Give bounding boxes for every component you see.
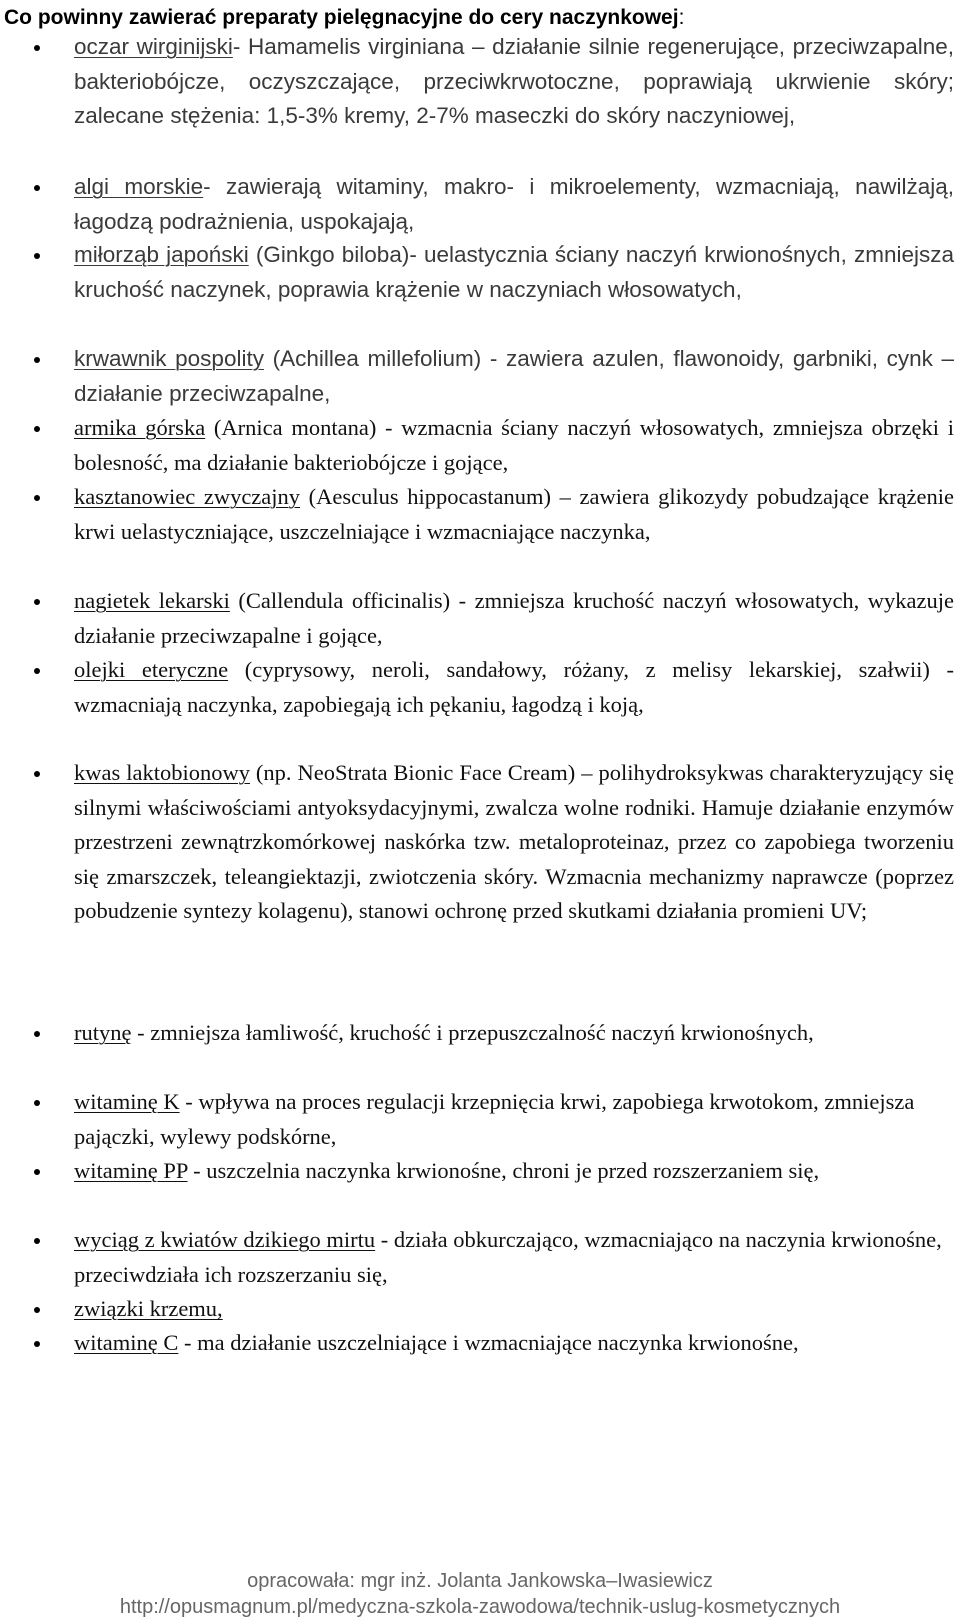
item-text: (cyprysowy, neroli, sandałowy, różany, z melisy lekarskiej, szałwii) - wzmacniają naczynka, zapobiegają ich pękaniu, łagodzą i koją,: [74, 657, 954, 717]
item-text: - ma działanie uszczelniające i wzmacniające naczynka krwionośne,: [178, 1330, 799, 1355]
item-text: - wpływa na proces regulacji krzepnięcia krwi, zapobiega krwotokom, zmniejsza pajączki, wylewy podskórne,: [74, 1089, 915, 1149]
item-term: witaminę C: [74, 1330, 179, 1355]
list-item-kwas-laktobionowy: [74, 756, 954, 929]
list-item-witamina-pp: [74, 1154, 954, 1189]
list-item-mirt: [74, 1223, 954, 1292]
bullet-icon: [34, 495, 40, 501]
bullet-icon: [34, 1031, 40, 1037]
item-term: nagietek lekarski: [74, 588, 230, 613]
bullet-icon: [34, 45, 40, 51]
item-term: algi morskie: [74, 174, 204, 199]
bullet-icon: [34, 771, 40, 777]
list-item-nagietek: [74, 584, 954, 653]
footer-author: opracowała: mgr inż. Jolanta Jankowska–Iwasiewicz: [247, 1570, 713, 1592]
item-term: związki krzemu,: [74, 1296, 223, 1321]
list-item-rutyna: [74, 1016, 954, 1051]
heading-colon: :: [678, 6, 685, 29]
item-text: (Callendula officinalis) - zmniejsza kruchość naczyń włosowatych, wykazuje działanie przeciwzapalne i gojące,: [74, 588, 954, 648]
list-item-krzem: [74, 1292, 954, 1327]
bullet-icon: [34, 357, 40, 363]
item-term: oczar wirginijski: [74, 34, 233, 59]
list-item-algi: [74, 170, 954, 239]
item-term: olejki eteryczne: [74, 657, 229, 682]
bullet-icon: [34, 1100, 40, 1106]
bullet-icon: [34, 1341, 40, 1347]
item-term: kwas laktobionowy: [74, 760, 250, 785]
item-text: (np. NeoStrata Bionic Face Cream) – polihydroksykwas charakteryzujący się silnymi właściwościami antyoksydacyjnymi, zwalcza wolne rodniki. Hamuje działanie enzymów przestrzeni zewnątrzkomórkowej naskórka tzw. metaloproteinaz, przez co zapobiega tworzeniu się zmarszczek, teleangiektazji, zwiotczenia skóry. Wzmacnia mechanizmy naprawcze (poprzez pobudzenie syntezy kolagenu), stanowi ochronę przed skutkami działania promieni UV;: [74, 760, 955, 923]
list-item-witamina-c: [74, 1326, 954, 1361]
list-item-oczar: [74, 30, 954, 134]
bullet-icon: [34, 253, 40, 259]
item-term: miłorząb japoński: [74, 242, 249, 267]
bullet-icon: [34, 185, 40, 191]
list-item-krwawnik: [74, 342, 954, 411]
item-term: rutynę: [74, 1020, 132, 1045]
list-item-milorzab: [74, 238, 954, 307]
heading-title: Co powinny zawierać preparaty pielęgnacyjne do cery naczynkowej: [4, 6, 679, 29]
page-heading: [4, 4, 954, 32]
footer-url: http://opusmagnum.pl/medyczna-szkola-zawodowa/technik-uslug-kosmetycznych: [119, 1596, 841, 1618]
list-item-kasztanowiec: [74, 480, 954, 549]
list-item-witamina-k: [74, 1085, 954, 1154]
bullet-icon: [34, 668, 40, 674]
bullet-icon: [34, 1238, 40, 1244]
item-text: (Aesculus hippocastanum) – zawiera glikozydy pobudzające krążenie krwi uelastyczniające, uszczelniające i wzmacniające naczynka,: [74, 484, 954, 544]
item-term: armika górska: [74, 415, 206, 440]
bullet-icon: [34, 1307, 40, 1313]
list-item-arnika: [74, 411, 954, 480]
item-term: witaminę K: [74, 1089, 180, 1114]
bullet-icon: [34, 1169, 40, 1175]
item-text: - Hamamelis virginiana – działanie silnie regenerujące, przeciwzapalne, bakteriobójcze, oczyszczające, przeciwkrwotoczne, poprawiają ukrwienie skóry; zalecane stężenia: 1,5-3% kremy, 2-7% maseczki do skóry naczyniowej,: [74, 34, 954, 128]
item-term: wyciąg z kwiatów dzikiego mirtu: [74, 1227, 376, 1252]
item-text: - zmniejsza łamliwość, kruchość i przepuszczalność naczyń krwionośnych,: [131, 1020, 814, 1045]
bullet-icon: [34, 426, 40, 432]
item-text: (Arnica montana) - wzmacnia ściany naczyń włosowatych, zmniejsza obrzęki i bolesność, ma działanie bakteriobójcze i gojące,: [74, 415, 954, 475]
item-text: - zawierają witaminy, makro- i mikroelementy, wzmacniają, nawilżają, łagodzą podrażnienia, uspokajają,: [74, 174, 954, 234]
item-text: (Achillea millefolium) - zawiera azulen, flawonoidy, garbniki, cynk – działanie przeciwzapalne,: [74, 346, 954, 406]
bullet-icon: [34, 599, 40, 605]
item-text: - działa obkurczająco, wzmacniająco na naczynia krwionośne, przeciwdziała ich rozszerzaniu się,: [74, 1227, 942, 1287]
item-term: kasztanowiec zwyczajny: [74, 484, 301, 509]
item-text: - uszczelnia naczynka krwionośne, chroni je przed rozszerzaniem się,: [187, 1158, 820, 1183]
item-term: witaminę PP: [74, 1158, 188, 1183]
list-item-olejki: [74, 653, 954, 722]
item-text: (Ginkgo biloba)- uelastycznia ściany naczyń krwionośnych, zmniejsza kruchość naczynek, poprawia krążenie w naczyniach włosowatych,: [74, 242, 954, 302]
item-term: krwawnik pospolity: [74, 346, 264, 371]
